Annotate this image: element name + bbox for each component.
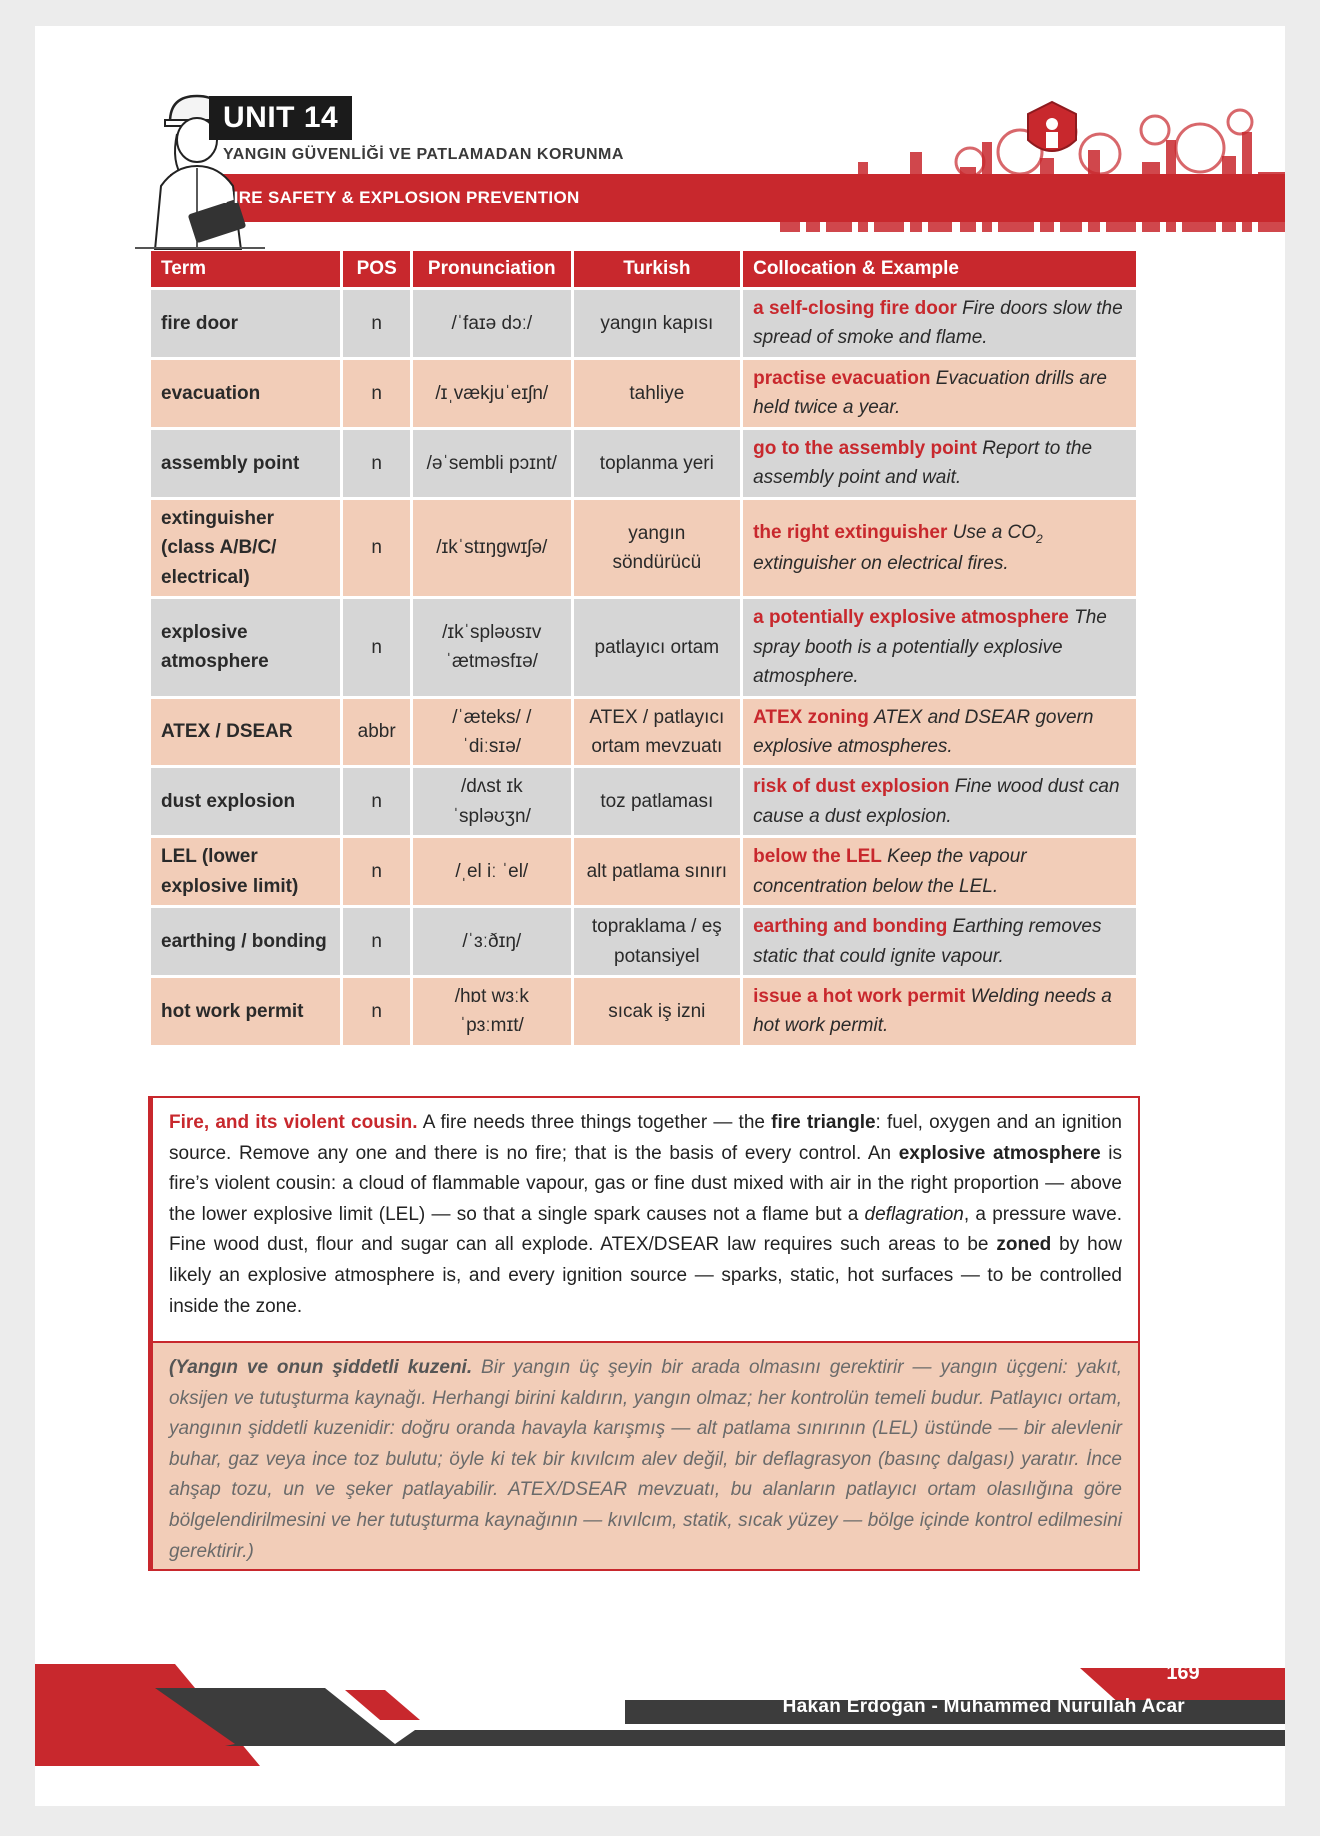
reading-text: A fire needs three things together — the — [417, 1112, 772, 1133]
pronunciation-cell: /ɪkˈspləʊsɪv ˈætməsfɪə/ — [413, 599, 571, 695]
term-cell: hot work permit — [151, 978, 340, 1045]
table-row — [151, 599, 1136, 695]
reading-text: : fuel, oxygen and an ignition source. Remove any one and there is no fire; that is the basis of every control. An — [169, 1112, 1122, 1164]
turkish-cell: topraklama / eş potansiyel — [574, 908, 741, 975]
term-cell: extinguisher (class A/B/C/ electrical) — [151, 500, 340, 596]
industrial-city-illustration — [770, 92, 1285, 248]
table-row — [151, 360, 1136, 427]
turkish-cell: yangın kapısı — [574, 290, 741, 357]
term-cell: fire door — [151, 290, 340, 357]
header-pronunciation: Pronunciation — [413, 251, 571, 287]
reading-heading: Fire, and its violent cousin. — [169, 1112, 418, 1133]
turkish-cell: ATEX / patlayıcı ortam mevzuatı — [574, 699, 741, 766]
collocation-text: a potentially explosive atmosphere — [753, 607, 1069, 629]
header-collocation-example: Collocation & Example — [743, 251, 1136, 287]
turkish-cell: toz patlaması — [574, 768, 741, 835]
example-cell — [743, 699, 1136, 766]
example-cell — [743, 430, 1136, 497]
collocation-text: below the LEL — [753, 846, 882, 868]
example-sentence-start: Use a CO — [952, 522, 1037, 544]
pronunciation-cell: /ˌel iː ˈel/ — [413, 838, 571, 905]
table-row — [151, 908, 1136, 975]
example-sentence: ATEX and DSEAR govern explosive atmospheres. — [753, 706, 1094, 757]
turkish-cell: toplanma yeri — [574, 430, 741, 497]
pronunciation-cell: /ɪkˈstɪŋgwɪʃə/ — [413, 500, 571, 596]
table-row — [151, 978, 1136, 1045]
collocation-text: issue a hot work permit — [753, 986, 966, 1007]
example-cell — [743, 599, 1136, 695]
example-sentence-end: extinguisher on electrical fires. — [753, 552, 1009, 574]
unit-badge: UNIT 14 — [209, 96, 352, 140]
example-cell — [743, 360, 1136, 427]
term-cell: earthing / bonding — [151, 908, 340, 975]
term-cell: LEL (lower explosive limit) — [151, 838, 340, 905]
term-cell: ATEX / DSEAR — [151, 699, 340, 766]
pos-cell: n — [343, 500, 410, 596]
example-sentence: The spray booth is a potentially explosive atmosphere. — [753, 607, 1107, 688]
reading-turkish-heading: (Yangın ve onun şiddetli kuzeni. — [169, 1357, 473, 1378]
example-sentence: Keep the vapour concentration below the LEL. — [753, 846, 1027, 897]
header-turkish: Turkish — [574, 251, 741, 287]
example-cell — [743, 290, 1136, 357]
turkish-cell: yangın söndürücü — [574, 500, 741, 596]
turkish-cell: patlayıcı ortam — [574, 599, 741, 695]
collocation-text: risk of dust explosion — [753, 776, 950, 798]
example-cell — [743, 978, 1136, 1045]
reading-term-deflagration: deflagration — [864, 1203, 964, 1225]
reading-text: is fire’s violent cousin: a cloud of flammable vapour, gas or fine dust mixed with air in the right proportion — above the lower explosive limit (LEL) — so that a single spark causes not a flame but a — [169, 1142, 1123, 1225]
reading-text: , a pressure wave. Fine wood dust, flour and sugar can all explode. ATEX/DSEAR law requires such areas to be — [169, 1203, 1122, 1256]
collocation-text: a self-closing fire door — [753, 298, 957, 319]
table-header-row — [151, 251, 1136, 287]
collocation-text: earthing and bonding — [753, 916, 948, 938]
example-sentence: Report to the assembly point and wait. — [753, 437, 1093, 489]
table-row — [151, 838, 1136, 905]
pos-cell: n — [343, 360, 410, 427]
pos-cell: abbr — [343, 699, 410, 766]
pronunciation-cell: /əˈsembli pɔɪnt/ — [413, 430, 571, 497]
pronunciation-cell: /ɪˌvækjuˈeɪʃn/ — [413, 360, 571, 427]
example-sentence: Fire doors slow the spread of smoke and flame. — [753, 298, 1123, 349]
reading-term-zoned: zoned — [996, 1234, 1052, 1256]
reading-text: by how likely an explosive atmosphere is, and every ignition source — sparks, static, hot surfaces — to be controlled inside the zone. — [169, 1234, 1122, 1317]
pos-cell: n — [343, 768, 410, 835]
pronunciation-cell: /dʌst ɪkˈspləʊʒn/ — [413, 768, 571, 835]
reading-turkish-text: Bir yangın üç şeyin bir arada olmasını gerektirir — yangın üçgeni: yakıt, oksijen ve tutuşturma kaynağı. Herhangi birini kaldırın, yangın olmaz; her kontrolün temeli budur. Patlayıcı ortam, yangının şiddetli kuzenidir: doğru oranda havayla karışmış — alt patlama sınırının (LEL) üstünde — bir alevlenir buhar, gaz veya ince toz bulutu; öyle ki tek bir kıvılcım alev değil, bir deflagrasyon (basınç dalgası) yaratır. İnce ahşap tozu, un ve şeker patlayabilir. ATEX/DSEAR mevzuatı, bu alanların patlayıcı ortam olasılığına göre bölgelendirilmesini ve her tutuşturma kaynağının — kıvılcım, statik, sıcak yüzey — bölge içinde kontrol edilmesini gerektirir.) — [169, 1357, 1122, 1562]
reading-english — [153, 1098, 1138, 1336]
unit-title-turkish: YANGIN GÜVENLİĞİ VE PATLAMADAN KORUNMA — [223, 146, 624, 163]
unit-title-english: FIRE SAFETY & EXPLOSION PREVENTION — [223, 188, 580, 207]
turkish-cell: alt patlama sınırı — [574, 838, 741, 905]
header-term: Term — [151, 251, 340, 287]
pos-cell: n — [343, 978, 410, 1045]
term-cell: evacuation — [151, 360, 340, 427]
term-cell: dust explosion — [151, 768, 340, 835]
pronunciation-cell: /hɒt wɜːk ˈpɜːmɪt/ — [413, 978, 571, 1045]
table-row — [151, 699, 1136, 766]
page-number: 169 — [1166, 1662, 1200, 1684]
pronunciation-cell: /ˈæteks/ / ˈdiːsɪə/ — [413, 699, 571, 766]
collocation-text: ATEX zoning — [753, 706, 869, 728]
example-sentence: Welding needs a hot work permit. — [753, 986, 1112, 1037]
pronunciation-cell: /ˈfaɪə dɔː/ — [413, 290, 571, 357]
subscript-2: 2 — [1036, 531, 1043, 546]
example-cell — [743, 500, 1136, 596]
reading-term-fire-triangle: fire triangle — [771, 1112, 876, 1133]
example-sentence: Evacuation drills are held twice a year. — [753, 367, 1107, 419]
table-row — [151, 430, 1136, 497]
collocation-text: go to the assembly point — [753, 437, 977, 459]
book-page — [35, 26, 1285, 1806]
turkish-cell: tahliye — [574, 360, 741, 427]
pronunciation-cell: /ˈɜːðɪŋ/ — [413, 908, 571, 975]
term-cell: explosive atmosphere — [151, 599, 340, 695]
reading-box — [148, 1096, 1140, 1571]
table-row — [151, 500, 1136, 596]
reading-term-explosive-atmosphere: explosive atmosphere — [898, 1142, 1101, 1164]
example-cell — [743, 838, 1136, 905]
example-cell — [743, 908, 1136, 975]
header-pos: POS — [343, 251, 410, 287]
vocabulary-table — [148, 248, 1139, 1048]
pos-cell: n — [343, 430, 410, 497]
example-sentence: Fine wood dust can cause a dust explosion. — [753, 776, 1120, 827]
pos-cell: n — [343, 838, 410, 905]
turkish-cell: sıcak iş izni — [574, 978, 741, 1045]
term-cell: assembly point — [151, 430, 340, 497]
pos-cell: n — [343, 599, 410, 695]
pos-cell: n — [343, 290, 410, 357]
pos-cell: n — [343, 908, 410, 975]
footer-authors: Hakan Erdoğan - Muhammed Nurullah Acar — [782, 1696, 1185, 1717]
collocation-text: practise evacuation — [753, 367, 931, 389]
collocation-text: the right extinguisher — [753, 522, 948, 544]
reading-turkish — [153, 1341, 1138, 1569]
table-row — [151, 290, 1136, 357]
table-row — [151, 768, 1136, 835]
example-cell — [743, 768, 1136, 835]
example-sentence: Earthing removes static that could ignite vapour. — [753, 916, 1102, 967]
